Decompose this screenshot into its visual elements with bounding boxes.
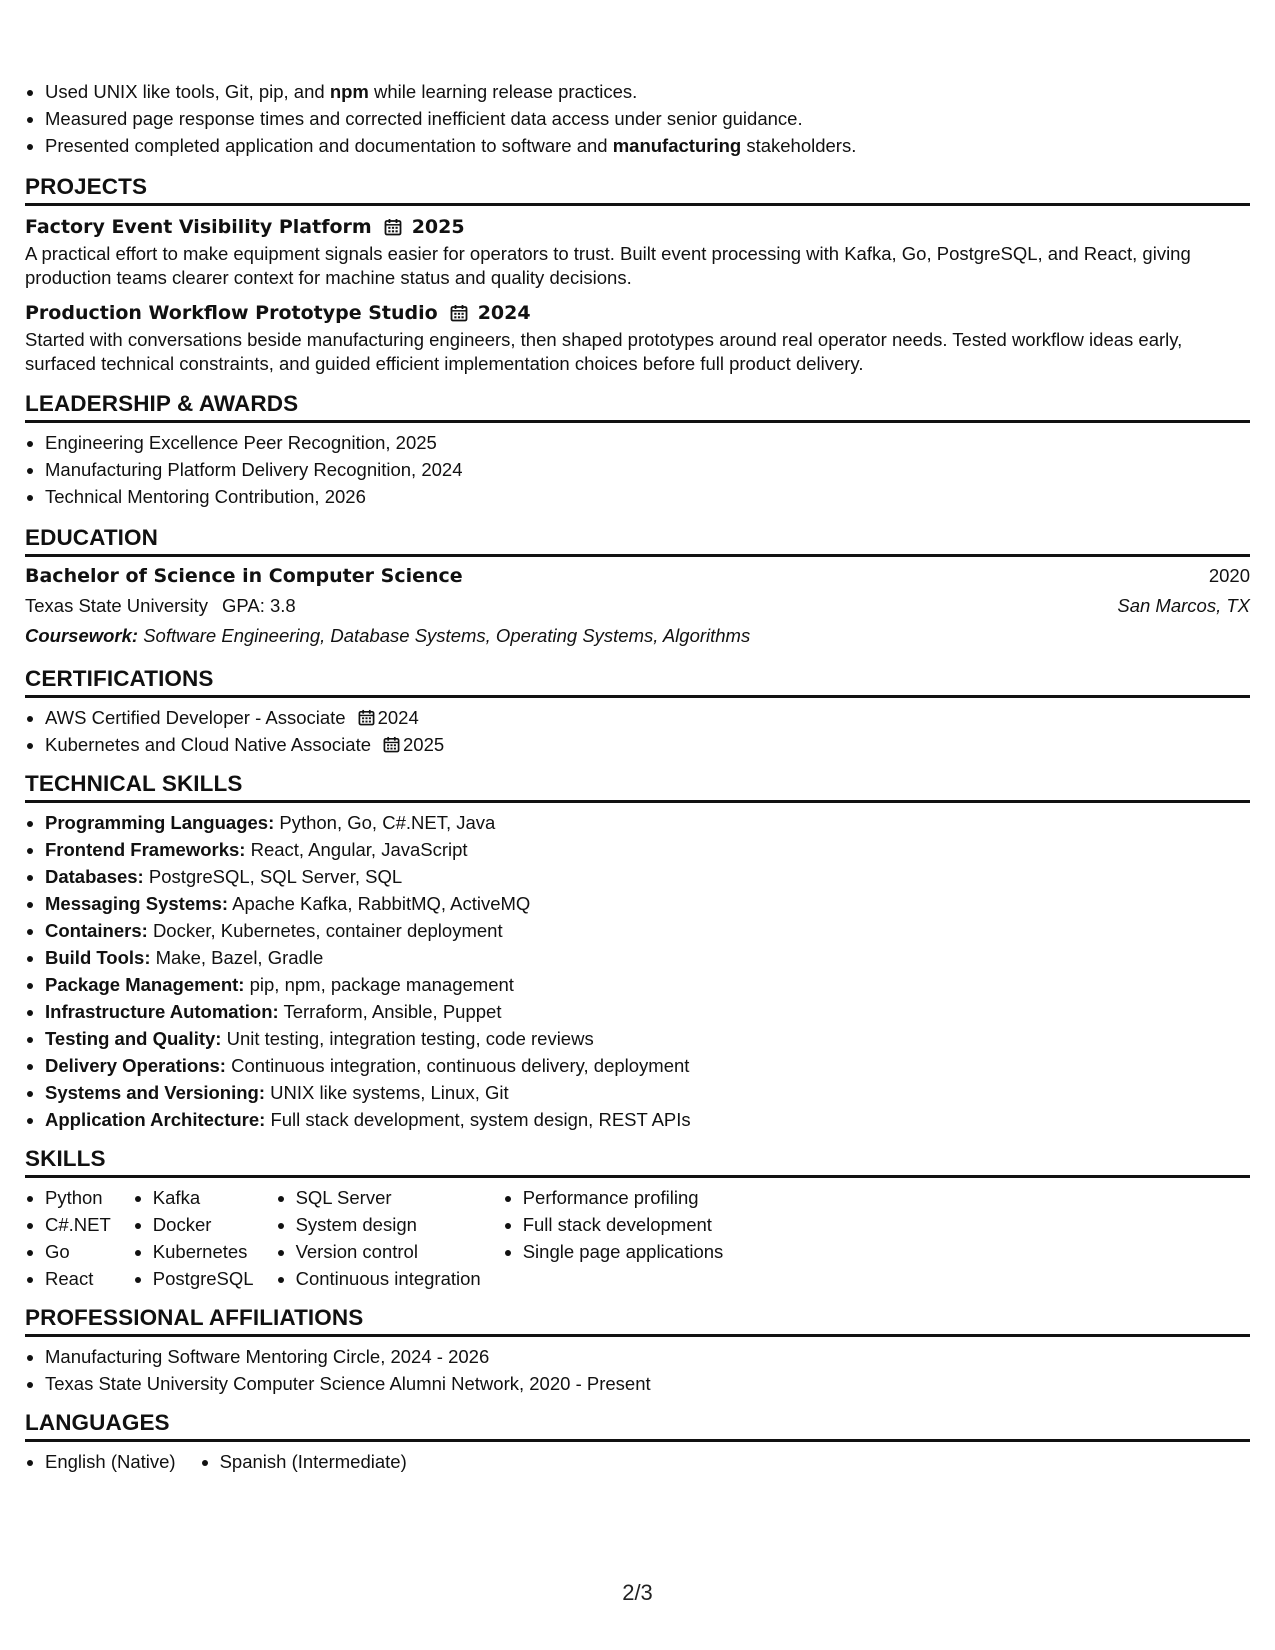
coursework-label: Coursework: — [25, 625, 139, 646]
list-item: • Manufacturing Software Mentoring Circle, 2024 - 2026 — [45, 1343, 1250, 1370]
list-item: • Full stack development — [523, 1211, 724, 1238]
resume-page — [25, 78, 1250, 1475]
list-item: • Infrastructure Automation: Terraform, Ansible, Puppet — [45, 998, 1250, 1025]
list-item: • Presented completed application and documentation to software and manufacturing stakeholders. — [45, 132, 1250, 159]
list-item: • Go — [45, 1238, 111, 1265]
graduation-year: 2020 — [1208, 565, 1250, 586]
project-description: A practical effort to make equipment signals easier for operators to trust. Built event processing with Kafka, Go, PostgreSQL, and React, giving production teams clearer context for machine status and quality decisions. — [25, 243, 1191, 288]
list-item: • Programming Languages: Python, Go, C#.NET, Java — [45, 809, 1250, 836]
school-location: San Marcos, TX — [1117, 595, 1250, 616]
section-heading-languages: LANGUAGES — [25, 1409, 1250, 1442]
list-item: • Delivery Operations: Continuous integration, continuous delivery, deployment — [45, 1052, 1250, 1079]
page-number: 2/3 — [622, 1580, 653, 1605]
list-item: • Docker — [153, 1211, 254, 1238]
skills-grid — [25, 1184, 1250, 1292]
project-description: Started with conversations beside manufacturing engineers, then shaped prototypes around real operator needs. Tested workflow ideas early, surfaced technical constraints, and guided efficient implementation choices before full product delivery. — [25, 329, 1183, 374]
list-item: • Frontend Frameworks: React, Angular, JavaScript — [45, 836, 1250, 863]
coursework — [25, 621, 1250, 651]
leadership-list — [25, 429, 1250, 510]
list-item: • React — [45, 1265, 111, 1292]
projects-section — [25, 214, 1250, 376]
list-item: • Texas State University Computer Science Alumni Network, 2020 - Present — [45, 1370, 1250, 1397]
list-item: • Single page applications — [523, 1238, 724, 1265]
list-item: • Used UNIX like tools, Git, pip, and npm while learning release practices. — [45, 78, 1250, 105]
section-heading-affiliations: PROFESSIONAL AFFILIATIONS — [25, 1304, 1250, 1337]
list-item: • Version control — [296, 1238, 481, 1265]
list-item: • Continuous integration — [296, 1265, 481, 1292]
section-heading-technical-skills: TECHNICAL SKILLS — [25, 770, 1250, 803]
skills-column — [503, 1184, 724, 1292]
skills-column — [25, 1184, 111, 1292]
project-item — [25, 300, 1250, 376]
certification-name: Kubernetes and Cloud Native Associate — [45, 734, 372, 755]
degree: Bachelor of Science in Computer Science — [25, 565, 463, 587]
calendar-icon — [383, 736, 400, 753]
list-item: • Messaging Systems: Apache Kafka, RabbitMQ, ActiveMQ — [45, 890, 1250, 917]
project-year: 2025 — [411, 216, 465, 238]
technical-skills-list — [25, 809, 1250, 1133]
project-year: 2024 — [477, 302, 531, 324]
skills-column — [133, 1184, 254, 1292]
list-item: • SQL Server — [296, 1184, 481, 1211]
list-item: • PostgreSQL — [153, 1265, 254, 1292]
section-heading-education: EDUCATION — [25, 524, 1250, 557]
experience-bullets — [25, 78, 1250, 159]
list-item: • Kafka — [153, 1184, 254, 1211]
list-item: • Measured page response times and corrected inefficient data access under senior guidance. — [45, 105, 1250, 132]
section-heading-skills: SKILLS — [25, 1145, 1250, 1178]
affiliations-list — [25, 1343, 1250, 1397]
list-item: • Technical Mentoring Contribution, 2026 — [45, 483, 1250, 510]
list-item: • Build Tools: Make, Bazel, Gradle — [45, 944, 1250, 971]
languages-list — [25, 1448, 1250, 1475]
list-item: • Application Architecture: Full stack development, system design, REST APIs — [45, 1106, 1250, 1133]
calendar-icon — [450, 304, 468, 322]
list-item: • Kubernetes — [153, 1238, 254, 1265]
section-heading-leadership: LEADERSHIP & AWARDS — [25, 390, 1250, 423]
certifications-list — [25, 704, 1250, 758]
section-heading-certifications: CERTIFICATIONS — [25, 665, 1250, 698]
skills-column — [276, 1184, 481, 1292]
list-item: • Package Management: pip, npm, package management — [45, 971, 1250, 998]
section-heading-projects: PROJECTS — [25, 173, 1250, 206]
project-title: Factory Event Visibility Platform — [25, 216, 372, 238]
list-item — [45, 704, 1250, 731]
list-item: • Databases: PostgreSQL, SQL Server, SQL — [45, 863, 1250, 890]
list-item: • Performance profiling — [523, 1184, 724, 1211]
list-item: • C#.NET — [45, 1211, 111, 1238]
gpa: GPA: 3.8 — [222, 595, 296, 616]
list-item: • Spanish (Intermediate) — [220, 1448, 407, 1475]
list-item: • English (Native) — [45, 1448, 176, 1475]
list-item: • Manufacturing Platform Delivery Recognition, 2024 — [45, 456, 1250, 483]
list-item: • Containers: Docker, Kubernetes, container deployment — [45, 917, 1250, 944]
certification-year: 2024 — [377, 707, 419, 728]
certification-year: 2025 — [403, 734, 445, 755]
calendar-icon — [384, 218, 402, 236]
list-item: • System design — [296, 1211, 481, 1238]
school-name: Texas State University — [25, 595, 209, 616]
list-item: • Engineering Excellence Peer Recognition, 2025 — [45, 429, 1250, 456]
list-item: • Python — [45, 1184, 111, 1211]
list-item: • Testing and Quality: Unit testing, integration testing, code reviews — [45, 1025, 1250, 1052]
coursework-list: Software Engineering, Database Systems, Operating Systems, Algorithms — [143, 625, 751, 646]
list-item — [45, 731, 1250, 758]
project-item — [25, 214, 1250, 290]
calendar-icon — [358, 709, 375, 726]
project-title: Production Workflow Prototype Studio — [25, 302, 438, 324]
education-section — [25, 561, 1250, 651]
certification-name: AWS Certified Developer - Associate — [45, 707, 346, 728]
list-item: • Systems and Versioning: UNIX like systems, Linux, Git — [45, 1079, 1250, 1106]
